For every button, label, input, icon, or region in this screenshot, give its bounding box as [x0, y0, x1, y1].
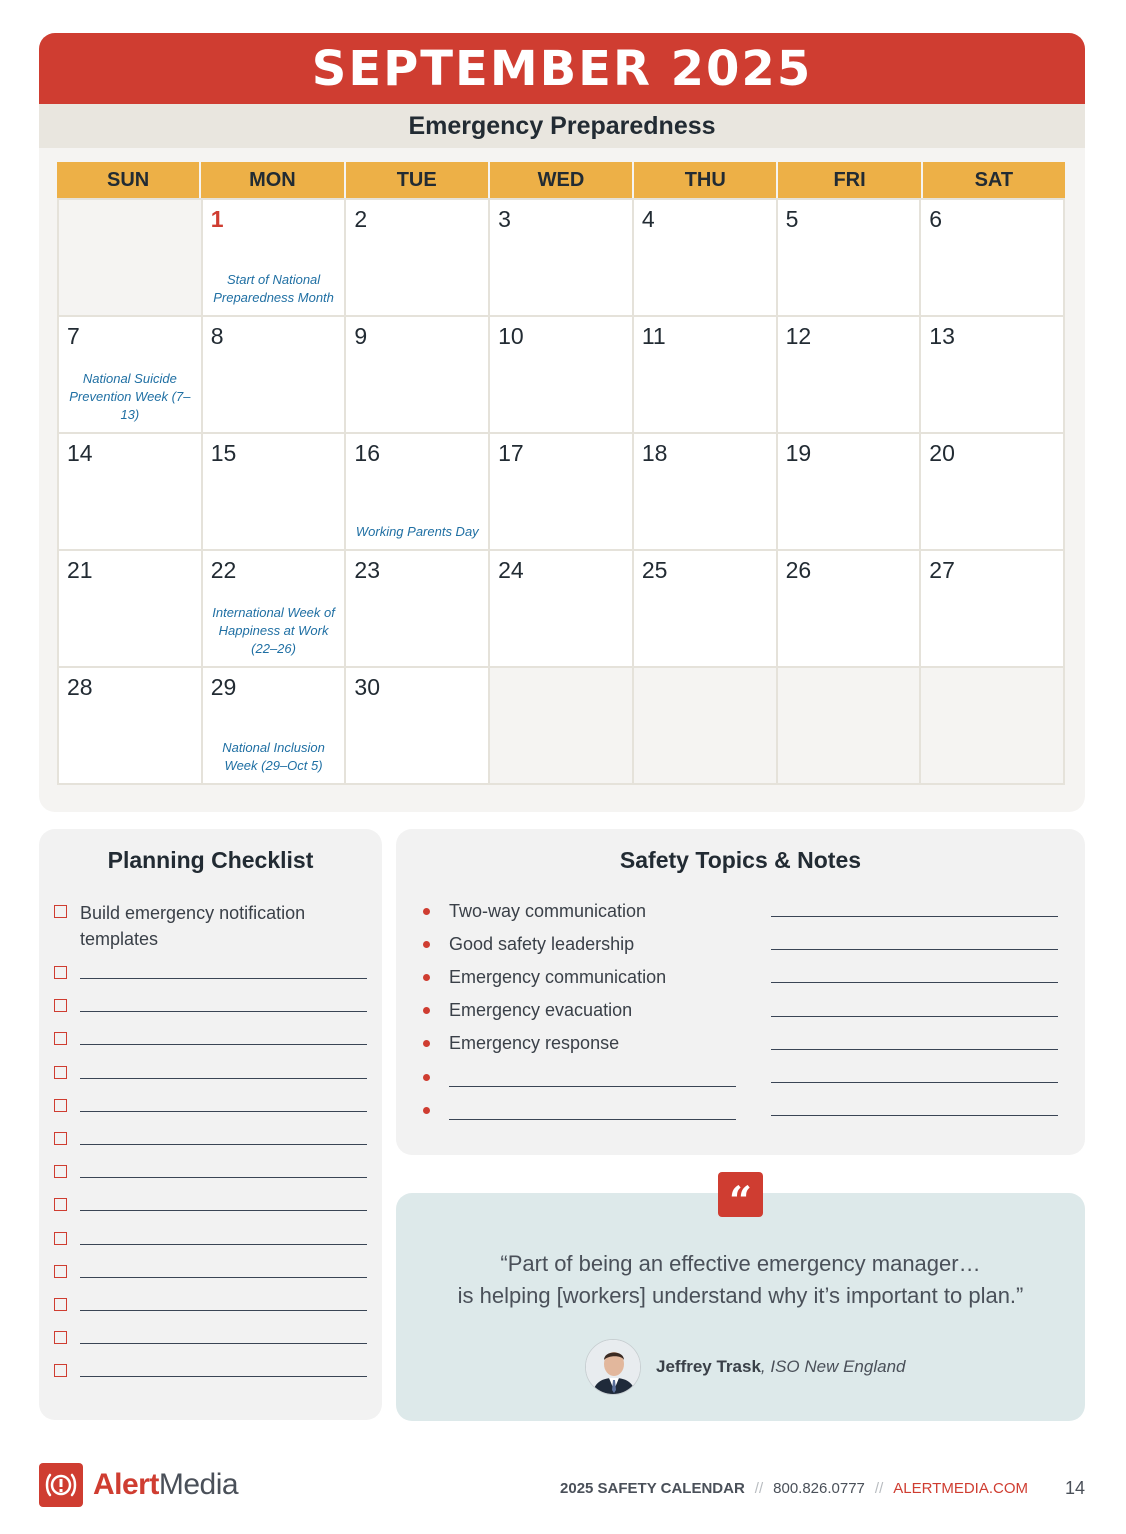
checkbox-icon[interactable]: [54, 905, 67, 918]
day-cell: [634, 200, 776, 315]
checklist-blank-item[interactable]: [54, 1326, 367, 1344]
day-number: 6: [929, 206, 943, 232]
empty-day-cell: [921, 668, 1063, 783]
day-number: 4: [641, 206, 655, 232]
planning-checklist-panel: [39, 829, 382, 1420]
empty-day-cell: [778, 668, 920, 783]
day-number: 26: [785, 557, 812, 583]
notes-line[interactable]: [771, 949, 1058, 950]
day-cell: [59, 551, 201, 666]
write-in-line[interactable]: [80, 1210, 367, 1211]
day-number: 25: [641, 557, 668, 583]
write-in-line[interactable]: [449, 1119, 736, 1120]
checklist-blank-item[interactable]: [54, 1359, 367, 1377]
checkbox-icon[interactable]: [54, 1066, 67, 1079]
checklist-blank-item[interactable]: [54, 1061, 367, 1079]
day-number: 24: [498, 557, 524, 583]
day-number: 7: [67, 323, 80, 349]
checkbox-icon[interactable]: [54, 966, 67, 979]
day-event: National Inclusion Week (29–Oct 5): [222, 740, 325, 773]
theme-title: Emergency Preparedness: [408, 111, 716, 140]
calendar-card: [39, 33, 1085, 812]
day-cell: [490, 434, 632, 549]
day-cell: [921, 434, 1063, 549]
quote-icon: “: [718, 1172, 763, 1217]
calendar-label: 2025 SAFETY CALENDAR: [560, 1480, 745, 1497]
write-in-line[interactable]: [80, 1244, 367, 1245]
topic-item: [423, 1065, 736, 1089]
weekday-label: WED: [490, 162, 632, 198]
topic-item: [423, 965, 666, 989]
checklist-item[interactable]: [54, 900, 374, 952]
day-cell: [634, 317, 776, 432]
bullet-icon: [423, 1074, 430, 1081]
day-cell: [203, 200, 345, 315]
day-cell: [203, 434, 345, 549]
day-number: 5: [785, 206, 799, 232]
day-number: 8: [210, 323, 224, 349]
checklist-blank-item[interactable]: [54, 994, 367, 1012]
day-number: 17: [498, 440, 524, 466]
day-number: 21: [67, 557, 93, 583]
write-in-line[interactable]: [80, 1177, 367, 1178]
weekday-label: TUE: [346, 162, 488, 198]
day-cell: [634, 551, 776, 666]
topics-title: Safety Topics & Notes: [619, 847, 862, 873]
alertmedia-logo-icon: [39, 1463, 83, 1507]
day-number: 28: [67, 674, 93, 700]
weekday-label: MON: [201, 162, 343, 198]
day-number: 15: [210, 440, 237, 466]
month-title: SEPTEMBER 2025: [311, 40, 813, 97]
day-cell: [203, 551, 345, 666]
topic-text: Good safety leadership: [449, 933, 635, 954]
day-cell: [921, 551, 1063, 666]
day-cell: [59, 668, 201, 783]
checklist-blank-item[interactable]: [54, 1293, 367, 1311]
footer-meta: 2025 SAFETY CALENDAR // 800.826.0777 // ALERTMEDIA.COM: [560, 1480, 1028, 1497]
day-event: Start of National Preparedness Month: [213, 272, 334, 305]
checkbox-icon[interactable]: [54, 1099, 67, 1112]
checkbox-icon[interactable]: [54, 1032, 67, 1045]
weekday-label: FRI: [778, 162, 920, 198]
checklist-blank-item[interactable]: [54, 1227, 367, 1245]
write-in-line[interactable]: [80, 1078, 367, 1079]
website-link[interactable]: ALERTMEDIA.COM: [893, 1480, 1028, 1497]
day-number: 29: [210, 674, 237, 700]
brand-logo: AlertMedia: [93, 1468, 239, 1501]
day-number: 3: [498, 206, 511, 232]
day-cell: [346, 551, 488, 666]
write-in-line[interactable]: [80, 1111, 367, 1112]
checkbox-icon[interactable]: [54, 1198, 67, 1211]
calendar-days: [57, 198, 1065, 785]
topic-item: [423, 1098, 736, 1122]
topic-item: [423, 1032, 619, 1056]
day-number: 27: [929, 557, 955, 583]
notes-line[interactable]: [771, 1049, 1058, 1050]
day-cell: [921, 317, 1063, 432]
day-cell: [59, 317, 201, 432]
day-number: 12: [785, 323, 812, 349]
day-cell: [203, 317, 345, 432]
weekday-header-row: [57, 162, 1065, 198]
checklist-title: Planning Checklist: [107, 847, 314, 873]
write-in-line[interactable]: [80, 1376, 367, 1377]
bullet-icon: [423, 908, 430, 915]
day-number: 2: [354, 206, 368, 232]
weekday-label: SUN: [57, 162, 199, 198]
bullet-icon: [423, 974, 430, 981]
empty-day-cell: [490, 668, 632, 783]
write-in-line[interactable]: [80, 1343, 367, 1344]
day-cell: [59, 434, 201, 549]
topic-item: [423, 932, 634, 956]
day-cell: [203, 668, 345, 783]
notes-line[interactable]: [771, 1115, 1058, 1116]
day-cell: [634, 434, 776, 549]
day-number: 23: [354, 557, 381, 583]
theme-header: [39, 104, 1085, 148]
empty-day-cell: [59, 200, 201, 315]
quote-text: “Part of being an effective emergency manager… is helping [workers] understand why it’s important to plan.”: [457, 1251, 1024, 1308]
quote-card: [396, 1193, 1085, 1421]
weekday-label: SAT: [923, 162, 1065, 198]
checklist-blank-item[interactable]: [54, 961, 367, 979]
day-cell: [346, 668, 488, 783]
write-in-line[interactable]: [80, 1277, 367, 1278]
topic-item: [423, 999, 632, 1023]
day-number: 14: [67, 440, 93, 466]
day-event: International Week of Happiness at Work (22–26): [212, 605, 335, 656]
day-number: 13: [929, 323, 955, 349]
topic-text: Emergency communication: [449, 966, 667, 987]
topic-text: Emergency response: [449, 1033, 620, 1054]
write-in-line[interactable]: [449, 1086, 736, 1087]
write-in-line[interactable]: [80, 1310, 367, 1311]
checkbox-icon[interactable]: [54, 1165, 67, 1178]
checkbox-icon[interactable]: [54, 1298, 67, 1311]
bullet-icon: [423, 1007, 430, 1014]
write-in-line[interactable]: [80, 1011, 367, 1012]
page-number: 14: [1064, 1478, 1085, 1498]
phone-number: 800.826.0777: [773, 1480, 865, 1497]
safety-topics-panel: [396, 829, 1085, 1155]
checkbox-icon[interactable]: [54, 1265, 67, 1278]
checklist-blank-item[interactable]: [54, 1094, 367, 1112]
empty-day-cell: [634, 668, 776, 783]
notes-line[interactable]: [771, 1082, 1058, 1083]
checkbox-icon[interactable]: [54, 1132, 67, 1145]
notes-line[interactable]: [771, 916, 1058, 917]
day-event: National Suicide Prevention Week (7–13): [69, 371, 191, 422]
checklist-blank-item[interactable]: [54, 1260, 367, 1278]
day-number: 20: [929, 440, 955, 466]
day-cell: [346, 317, 488, 432]
month-header: [39, 33, 1085, 104]
notes-line[interactable]: [771, 1016, 1058, 1017]
write-in-line[interactable]: [80, 978, 367, 979]
day-cell: [490, 317, 632, 432]
weekday-label: THU: [634, 162, 776, 198]
day-number: 30: [354, 674, 381, 700]
topic-text: Two-way communication: [449, 900, 647, 921]
checklist-blank-item[interactable]: [54, 1127, 367, 1145]
bullet-icon: [423, 1107, 430, 1114]
day-number: 19: [785, 440, 812, 466]
checkbox-icon[interactable]: [54, 1364, 67, 1377]
calendar-grid: [57, 162, 1065, 785]
day-cell: [490, 551, 632, 666]
day-number: 16: [354, 440, 381, 466]
day-cell: [490, 200, 632, 315]
day-number: 18: [641, 440, 668, 466]
checklist-blank-item[interactable]: [54, 1160, 367, 1178]
checklist-blank-item[interactable]: [54, 1193, 367, 1211]
day-cell: [778, 317, 920, 432]
checklist-item-text: Build emergency notification templates: [80, 903, 306, 949]
notes-line[interactable]: [771, 982, 1058, 983]
bullet-icon: [423, 1040, 430, 1047]
day-number: 22: [210, 557, 237, 583]
day-number: 10: [498, 323, 524, 349]
checkbox-icon[interactable]: [54, 999, 67, 1012]
day-cell: [778, 551, 920, 666]
day-cell: [921, 200, 1063, 315]
day-number: 11: [641, 323, 666, 349]
day-number: 1: [210, 206, 224, 232]
day-cell: [778, 434, 920, 549]
avatar: [585, 1339, 641, 1395]
write-in-line[interactable]: [80, 1144, 367, 1145]
day-cell: [346, 200, 488, 315]
day-number: 9: [354, 323, 368, 349]
day-cell: [778, 200, 920, 315]
checkbox-icon[interactable]: [54, 1232, 67, 1245]
checklist-blank-item[interactable]: [54, 1027, 367, 1045]
write-in-line[interactable]: [80, 1044, 367, 1045]
quote-author: Jeffrey Trask, ISO New England: [656, 1357, 906, 1376]
bullet-icon: [423, 941, 430, 948]
checkbox-icon[interactable]: [54, 1331, 67, 1344]
topic-text: Emergency evacuation: [449, 1000, 633, 1021]
day-cell: [346, 434, 488, 549]
day-event: Working Parents Day: [355, 524, 479, 539]
topic-item: [423, 899, 646, 923]
